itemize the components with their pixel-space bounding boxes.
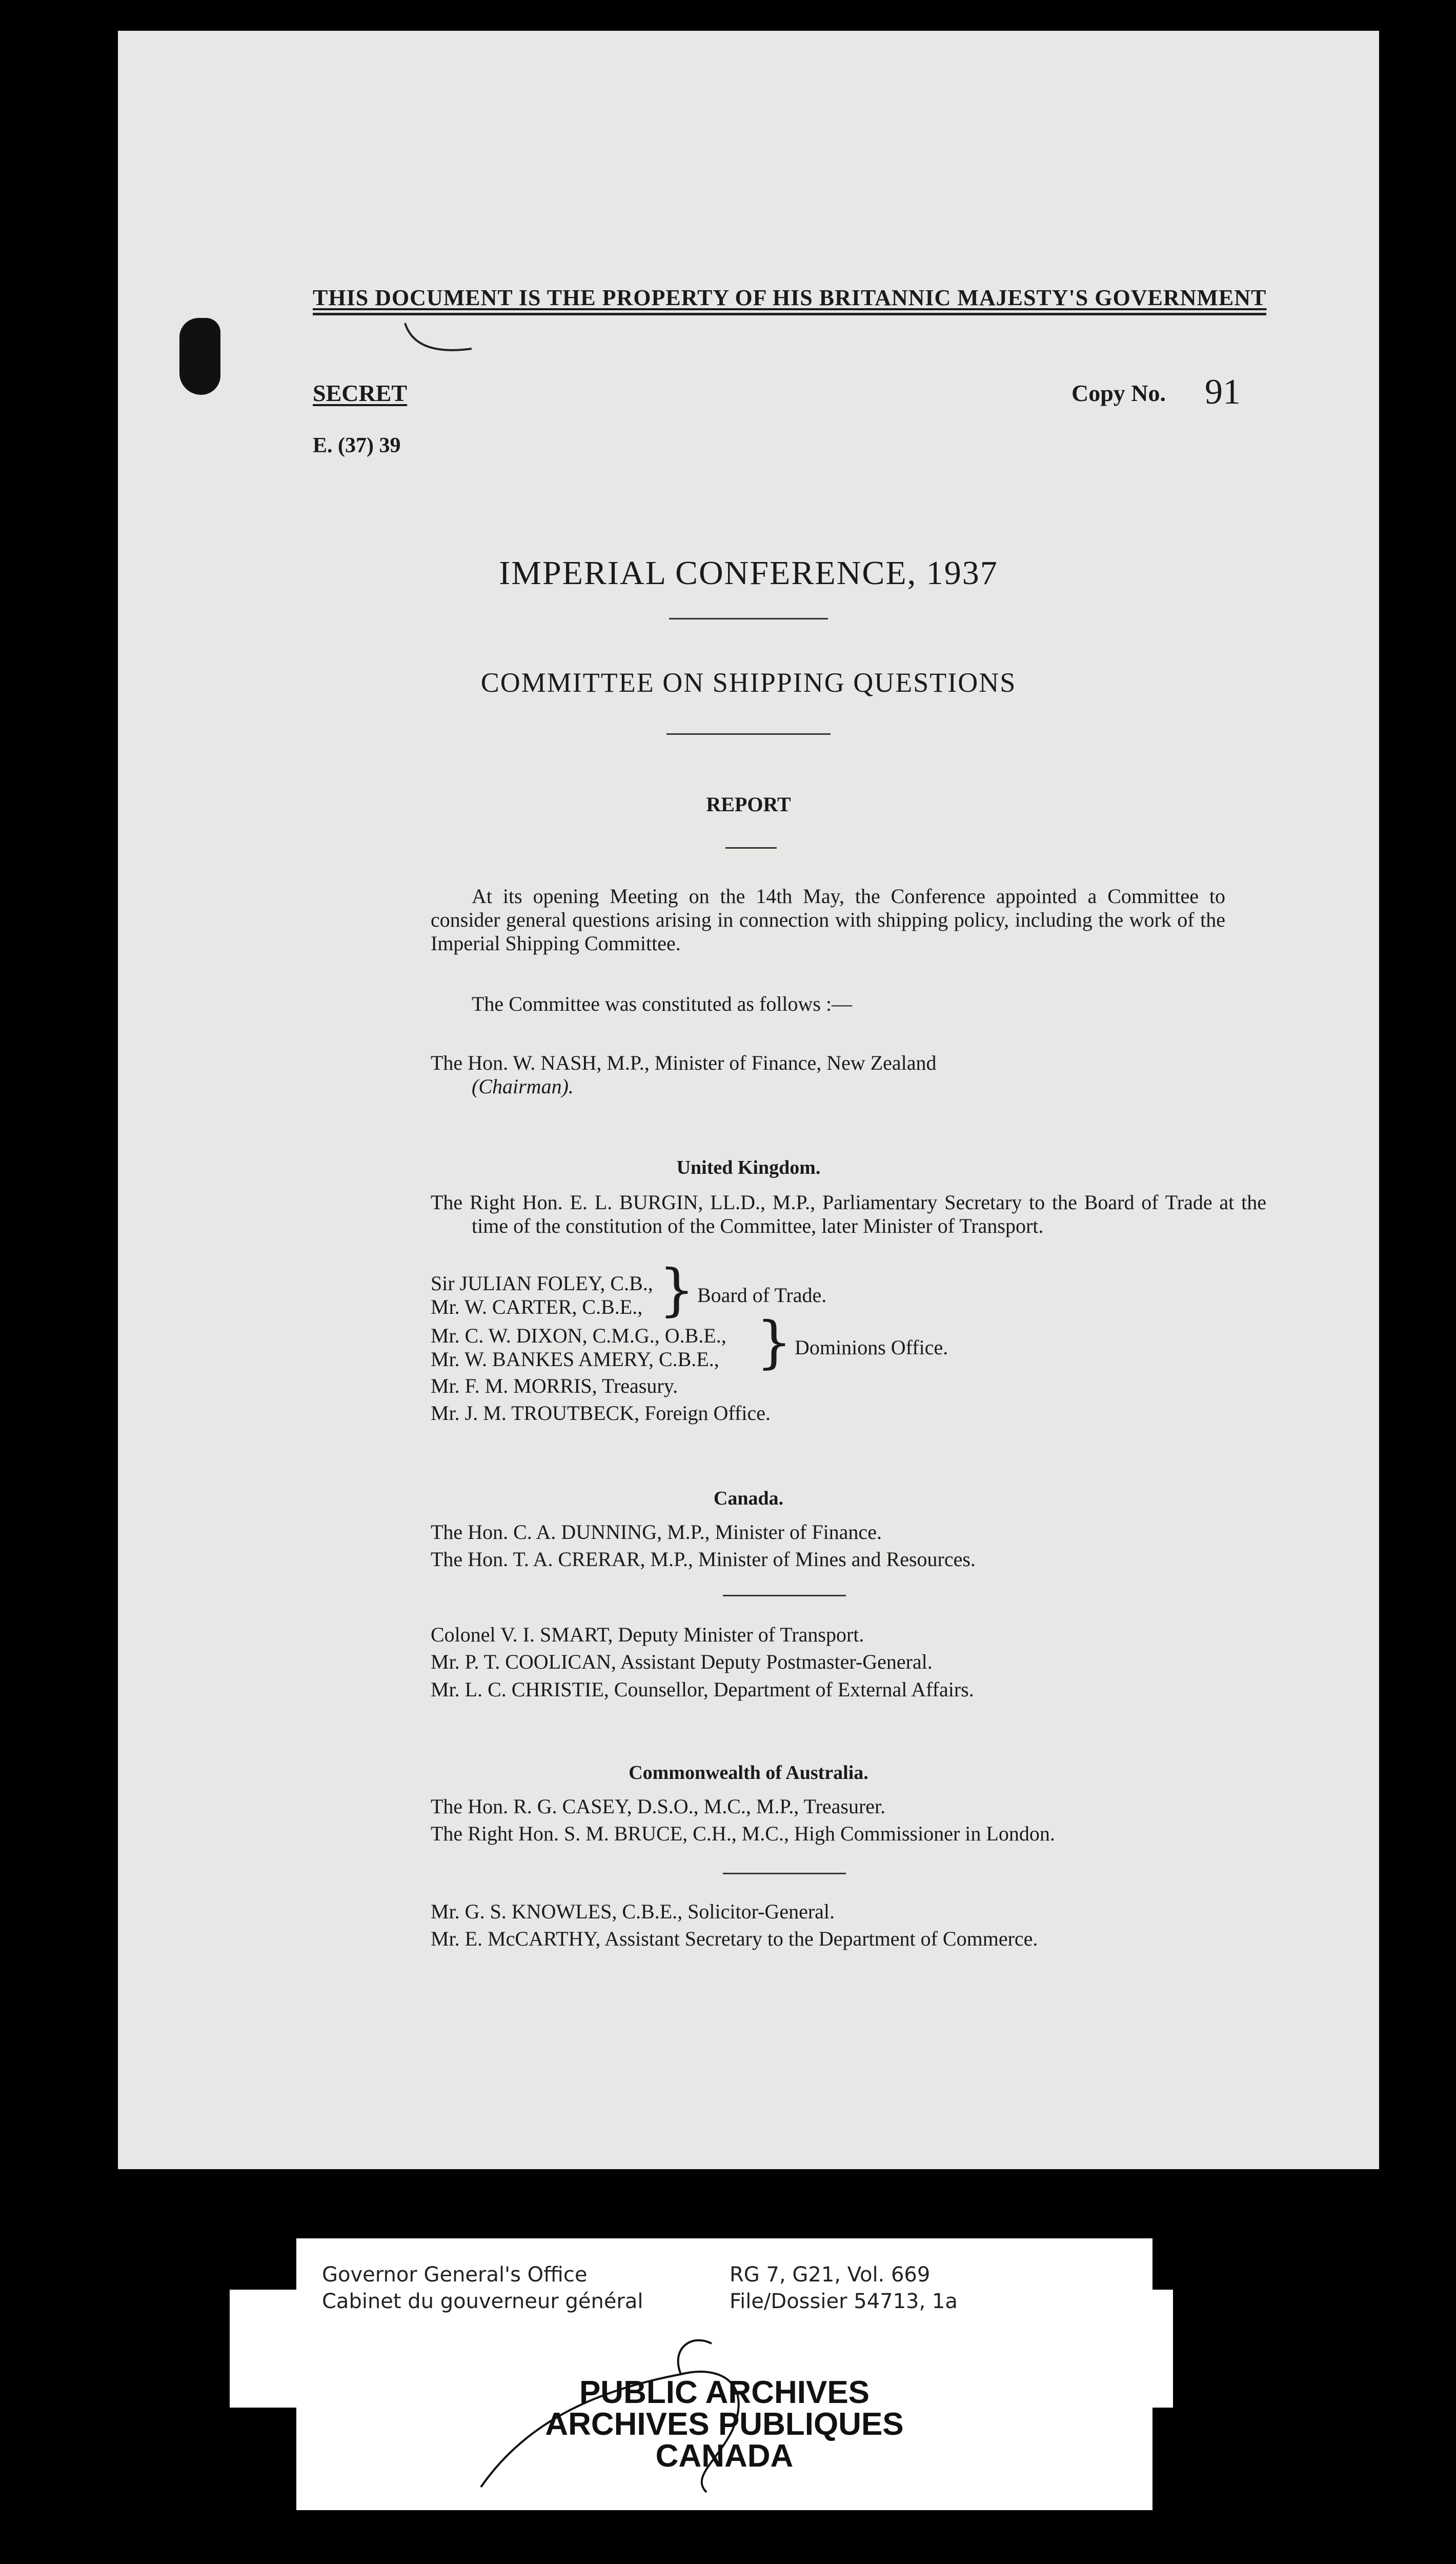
document-page [118, 31, 1379, 2169]
stamp-line-2: ARCHIVES PUBLIQUES [545, 2407, 904, 2442]
section-heading-australia: Commonwealth of Australia. [629, 1762, 868, 1784]
member-crerar: The Hon. T. A. CRERAR, M.P., Minister of Mines and Resources. [431, 1548, 976, 1571]
secret-label: SECRET [313, 380, 408, 406]
member-smart: Colonel V. I. SMART, Deputy Minister of Transport. [431, 1623, 864, 1646]
member-foley: Sir JULIAN FOLEY, C.B., [431, 1272, 653, 1295]
australia-rule [723, 1873, 846, 1874]
member-bruce: The Right Hon. S. M. BRUCE, C.H., M.C., High Commissioner in London. [431, 1822, 1055, 1845]
member-troutbeck: Mr. J. M. TROUTBECK, Foreign Office. [431, 1401, 771, 1425]
member-morris: Mr. F. M. MORRIS, Treasury. [431, 1374, 678, 1397]
dominions-office-label: Dominions Office. [795, 1336, 948, 1359]
archive-office-en: Governor General's Office [322, 2263, 588, 2287]
member-mccarthy: Mr. E. McCARTHY, Assistant Secretary to the Department of Commerce. [431, 1927, 1038, 1950]
brace-dominions-office: } [756, 1309, 792, 1375]
stamp-line-1: PUBLIC ARCHIVES [579, 2375, 870, 2410]
label-tab-left [230, 2290, 296, 2408]
document-reference: E. (37) 39 [313, 434, 401, 457]
archive-office-fr: Cabinet du gouverneur général [322, 2290, 643, 2313]
member-knowles: Mr. G. S. KNOWLES, C.B.E., Solicitor-General. [431, 1900, 835, 1923]
stamp-line-3: CANADA [655, 2438, 794, 2474]
member-coolican: Mr. P. T. COOLICAN, Assistant Deputy Postmaster-General. [431, 1650, 933, 1673]
board-of-trade-label: Board of Trade. [697, 1284, 827, 1307]
archive-reference: RG 7, G21, Vol. 669 [730, 2263, 931, 2287]
classification-header: THIS DOCUMENT IS THE PROPERTY OF HIS BRITANNIC MAJESTY'S GOVERNMENT [313, 285, 1266, 315]
chairman-line: The Hon. W. NASH, M.P., Minister of Finance, New Zealand [431, 1051, 937, 1074]
copy-number: 91 [1205, 372, 1241, 412]
member-dixon: Mr. C. W. DIXON, C.M.G., O.B.E., [431, 1324, 726, 1347]
constituted-line: The Committee was constituted as follows :— [472, 992, 853, 1015]
member-casey: The Hon. R. G. CASEY, D.S.O., M.C., M.P., Treasurer. [431, 1795, 886, 1818]
brace-board-of-trade: } [659, 1257, 695, 1323]
member-christie: Mr. L. C. CHRISTIE, Counsellor, Department of External Affairs. [431, 1678, 974, 1701]
document-title: IMPERIAL CONFERENCE, 1937 [499, 554, 998, 592]
subtitle-rule [666, 733, 831, 735]
section-heading-canada: Canada. [713, 1488, 784, 1509]
punch-hole [179, 318, 220, 395]
archive-label [296, 2238, 1152, 2510]
member-amery: Mr. W. BANKES AMERY, C.B.E., [431, 1348, 719, 1371]
report-heading: REPORT [706, 793, 791, 816]
member-burgin: The Right Hon. E. L. BURGIN, LL.D., M.P., Parliamentary Secretary to the Board of Trade at the time of the constitution of the Committee, later Minister of Transport. [431, 1191, 1266, 1237]
member-dunning: The Hon. C. A. DUNNING, M.P., Minister of Finance. [431, 1520, 882, 1544]
document-subtitle: COMMITTEE ON SHIPPING QUESTIONS [480, 667, 1017, 698]
title-rule [669, 618, 828, 619]
copy-label: Copy No. [1071, 380, 1166, 406]
member-carter: Mr. W. CARTER, C.B.E., [431, 1295, 643, 1318]
signature-scribble [466, 2328, 783, 2497]
canada-rule [723, 1595, 846, 1596]
section-heading-uk: United Kingdom. [676, 1157, 821, 1178]
pencil-mark [395, 318, 497, 364]
archive-file: File/Dossier 54713, 1a [730, 2290, 958, 2313]
intro-paragraph: At its opening Meeting on the 14th May, the Conference appointed a Committee to consider general questions arising in connection with shipping policy, including the work of the Imperial Shipping Committee. [431, 885, 1225, 955]
report-rule [725, 847, 777, 849]
chairman-entry [431, 1051, 1266, 1098]
chairman-role: (Chairman). [472, 1075, 574, 1098]
